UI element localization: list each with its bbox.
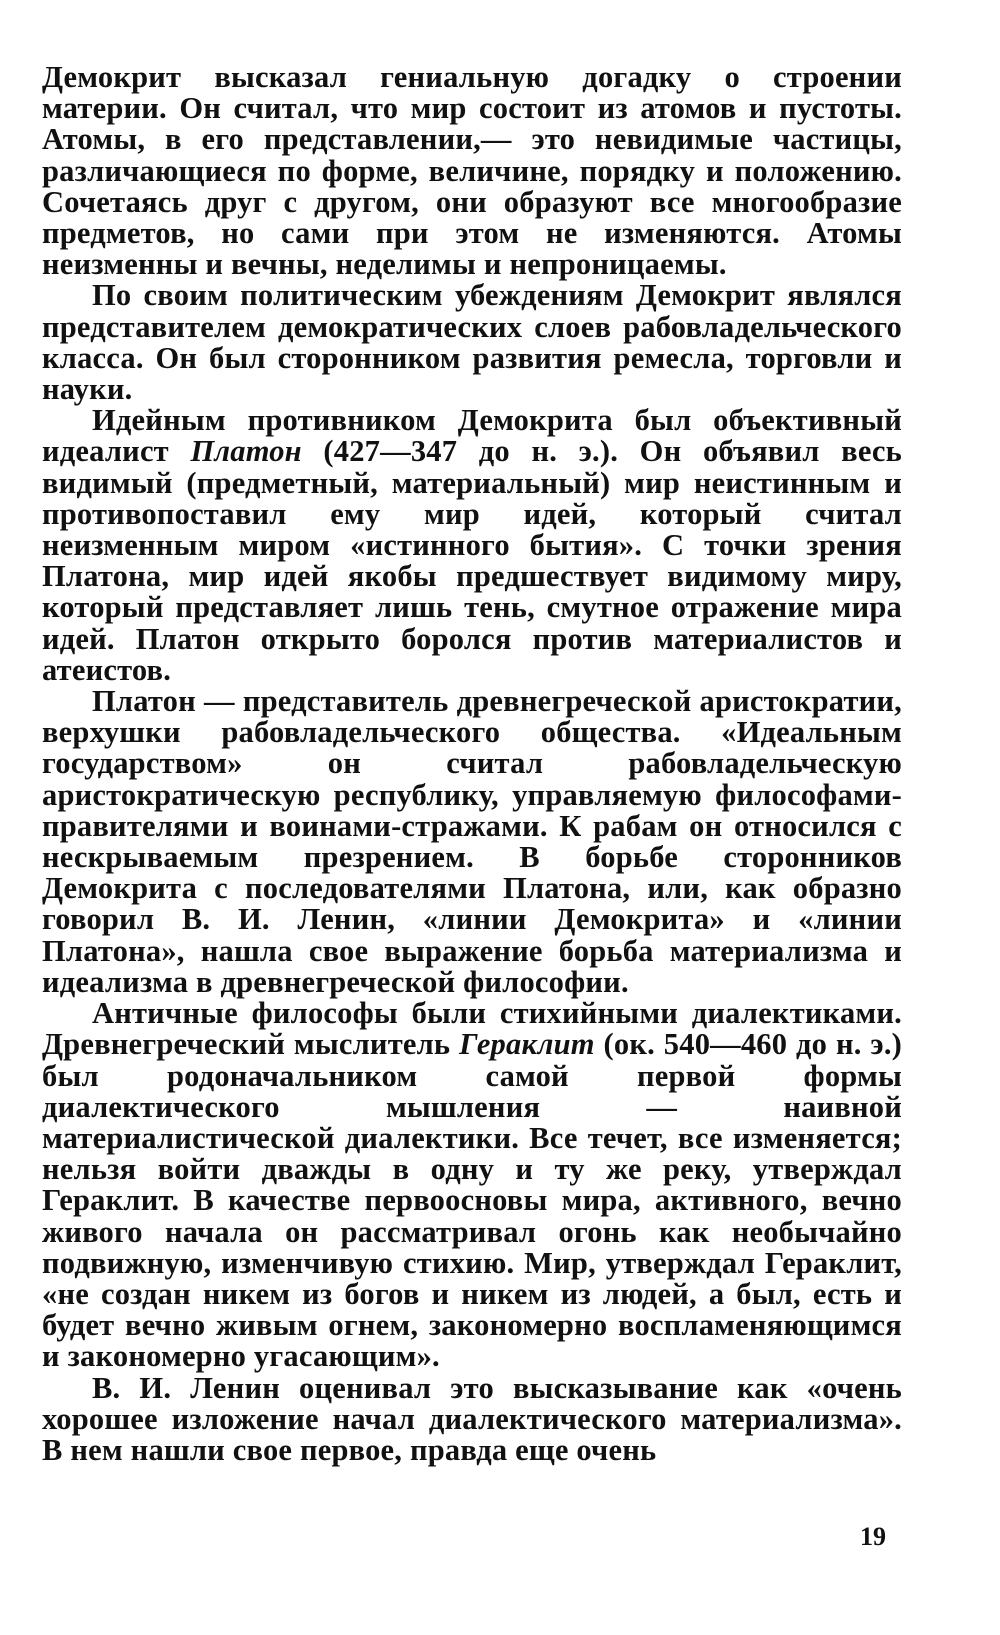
italic-name-heraclitus: Гераклит (459, 1027, 595, 1062)
italic-name-plato: Платон (190, 434, 302, 469)
paragraph-plato-idealism-start: Идейным противником Демокрита был объективный идеалист (42, 403, 902, 469)
page-text-block (42, 62, 902, 1466)
paragraph-democritus-politics: По своим политическим убеждениям Демокрит являлся представителем демократических слоев рабовладельческого класса. Он был сторонником развития ремесла, торговли и науки. (42, 278, 902, 407)
paragraph-heraclitus-start: Античные философы были стихийными диалектиками. Древнегреческий мыслитель (42, 996, 902, 1062)
paragraph-lenin-assessment: В. И. Ленин оценивал это высказывание как «очень хорошее изложение начал диалектического материализма». В нем нашли свое первое, правда еще очень (42, 1370, 902, 1467)
paragraph-plato-aristocracy: Платон — представитель древнегреческой аристократии, верхушки рабовладельческого общества. «Идеальным государством» он считал рабовладельческую аристократическую республику, управляемую философами-правителями и воинами-стражами. К рабам он относился с нескрываемым презрением. В борьбе сторонников Демокрита с последователями Платона, или, как образно говорил В. И. Ленин, «линии Демокрита» и «линии Платона», нашла свое выражение борьба материализма и идеализма в древнегреческой философии. (42, 684, 902, 999)
page-number: 19 (860, 1522, 886, 1551)
paragraph-democritus-atoms: Демокрит высказал гениальную догадку о строении материи. Он считал, что мир состоит из атомов и пустоты. Атомы, в его представлении,— это невидимые частицы, различающиеся по форме, величине, порядку и положению. Сочетаясь друг с другом, они образуют все многообразие предметов, но сами при этом не изменяются. Атомы неизменны и вечны, неделимы и непроницаемы. (42, 60, 902, 282)
paragraph-plato-idealism (42, 405, 902, 686)
paragraph-heraclitus-rest: (ок. 540—460 до н. э.) был родоначальником самой первой формы диалектического мышления — наивной материалистической диалектики. Все течет, все изменяется; нельзя войти дважды в одну и ту же реку, утверждал Гераклит. В качестве первоосновы мира, активного, вечно живого начала он рассматривал огонь как необычайно подвижную, изменчивую стихию. Мир, утверждал Гераклит, «не создан никем из богов и никем из людей, а был, есть и будет вечно живым огнем, закономерно воспламеняющимся и закономерно угасающим». (42, 1027, 902, 1374)
paragraph-heraclitus (42, 998, 902, 1372)
paragraph-plato-idealism-rest: (427—347 до н. э.). Он объявил весь видимый (предметный, материальный) мир неистинным и противопоставил ему мир идей, который считал неизменным миром «истинного бытия». С точки зрения Платона, мир идей якобы предшествует видимому миру, который представляет лишь тень, смутное отражение мира идей. Платон открыто боролся против материалистов и атеистов. (42, 434, 902, 687)
